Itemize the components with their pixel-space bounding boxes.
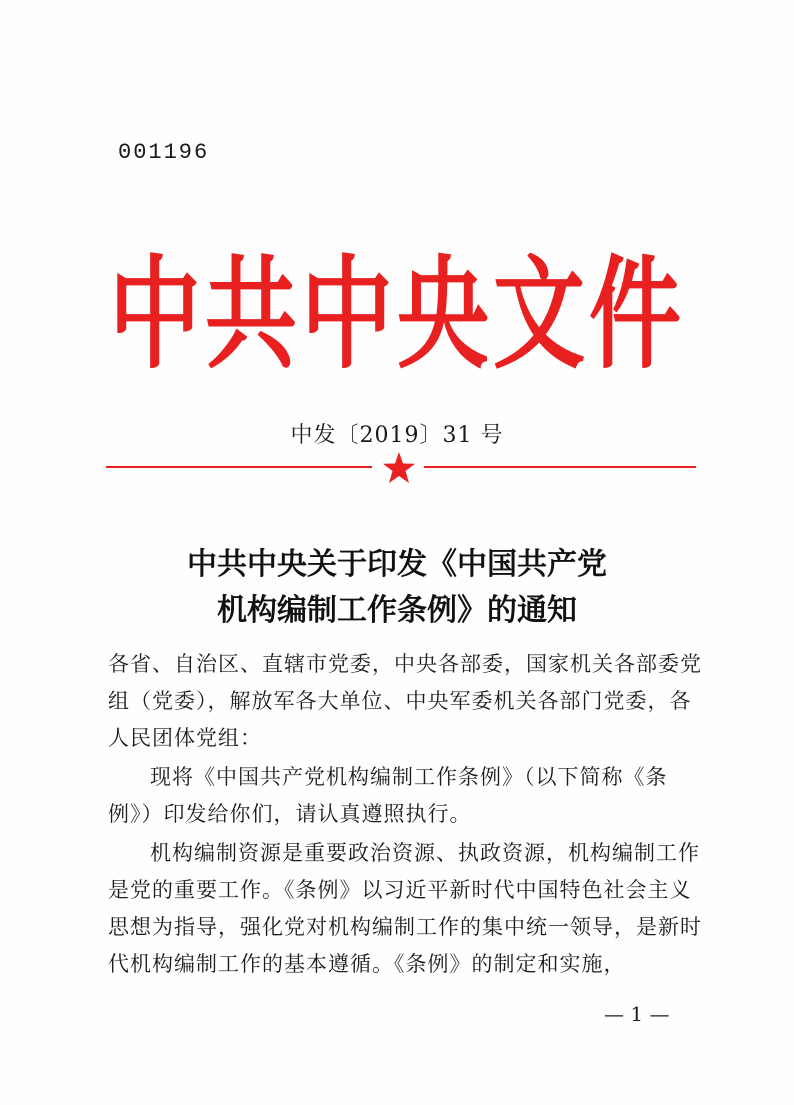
star-icon <box>382 451 416 485</box>
paragraph: 现将《中国共产党机构编制工作条例》（以下简称《条例》）印发给你们，请认真遵照执行。 <box>108 765 668 826</box>
page-number: — 1 — <box>604 1002 670 1026</box>
title-line-2: 机构编制工作条例》的通知 <box>217 593 577 628</box>
document-number: 中发〔2019〕31 号 <box>290 423 504 448</box>
red-divider-left <box>106 466 372 468</box>
masthead-title: 中共中央文件 <box>108 244 685 386</box>
addressees: 各省、自治区、直辖市党委，中央各部委，国家机关各部委党组（党委），解放军各大单位、中央军委机关各部门党委，各人民团体党组： <box>108 652 702 750</box>
title-line-1: 中共中央关于印发《中国共产党 <box>187 547 607 582</box>
document-body <box>108 646 704 983</box>
paragraph: 机构编制资源是重要政治资源、执政资源，机构编制工作是党的重要工作。《条例》以习近平新时代中国特色社会主义思想为指导，强化党对机构编制工作的集中统一领导，是新时代机构编制工作的基本遵循。《条例》的制定和实施， <box>108 841 702 976</box>
red-divider-right <box>424 466 696 468</box>
serial-number: 001196 <box>118 140 210 165</box>
notice-title <box>0 542 794 634</box>
